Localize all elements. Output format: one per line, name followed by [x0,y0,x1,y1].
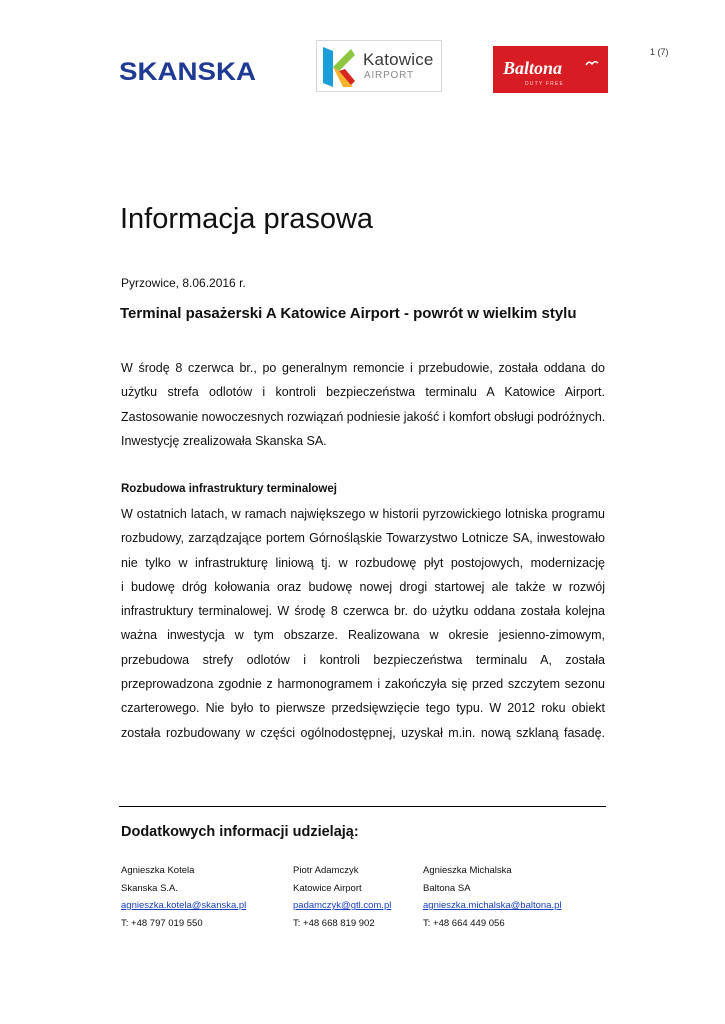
baltona-logo [493,46,608,93]
paragraph-line: i budowę dróg kołowania oraz budowę nowej drogi startowej ale także w rozwój [121,579,605,594]
contact-name: Piotr Adamczyk [293,865,359,876]
contact-baltona [423,862,562,932]
contact-skanska [121,862,246,932]
headline: Terminal pasażerski A Katowice Airport - powrót w wielkim stylu [120,305,577,322]
page-number: 1 (7) [650,47,669,57]
section-subheading: Rozbudowa infrastruktury terminalowej [121,483,337,495]
paragraph-line: Inwestycję zrealizowała Skanska SA. [121,433,327,448]
contact-phone: T: +48 668 819 902 [293,917,375,929]
contacts-title: Dodatkowych informacji udzielają: [121,824,359,840]
katowice-logo-sub: AIRPORT [364,70,414,81]
contact-katowice-airport [293,862,391,932]
paragraph-line: rozbudowy, zarządzające portem Górnośląskie Towarzystwo Lotnicze SA, inwestowało [121,531,605,546]
contact-email-link[interactable]: agnieszka.kotela@skanska.pl [121,900,247,911]
contact-phone: T: +48 797 019 550 [121,917,203,929]
katowice-airport-logo [316,40,442,92]
skanska-logo-text: SKANSKA [119,58,256,85]
contact-company: Baltona SA [423,882,471,894]
contact-email-link[interactable]: padamczyk@gtl.com.pl [293,900,392,911]
paragraph-line: użytku strefa odlotów i kontroli bezpieczeństwa terminalu A Katowice Airport. [121,385,605,400]
paragraph-line: W ostatnich latach, w ramach największego w historii pyrzowickiego lotniska programu [121,507,605,521]
baltona-logo-name: Baltona [503,58,563,78]
contact-phone: T: +48 664 449 056 [423,917,505,929]
contact-company: Katowice Airport [293,882,362,894]
contact-name: Agnieszka Kotela [121,865,195,876]
document-title: Informacja prasowa [120,203,374,235]
paragraph-line: nie tylko w infrastrukturę liniową tj. w rozbudowę płyt postojowych, modernizację [121,555,605,570]
paragraph-line: ważna inwestycja w tym obszarze. Realizowana w okresie jesienno-zimowym, [121,628,605,643]
katowice-logo-name: Katowice [363,50,434,69]
contact-name: Agnieszka Michalska [423,865,512,876]
seagull-icon [585,59,599,69]
paragraph-line: W środę 8 czerwca br., po generalnym remoncie i przebudowie, została oddana do [121,361,605,375]
paragraph-infrastructure [121,502,605,745]
katowice-k-mark-icon [321,45,357,89]
baltona-logo-sub: DUTY FREE [525,81,565,87]
section-divider [119,806,606,807]
paragraph-line: została rozbudowany w części ogólnodostępnej, uzyskał m.in. nową szklaną fasadę. [121,725,605,740]
paragraph-line: infrastruktury terminalowej. W środę 8 czerwca br. do użytku oddana została kolejna [121,604,605,619]
paragraph-line: przeprowadzona zgodnie z harmonogramem i zakończyła się przed szczytem sezonu [121,677,605,692]
place-date: Pyrzowice, 8.06.2016 r. [121,276,246,290]
paragraph-line: przebudowa strefy odlotów i kontroli bezpieczeństwa terminalu A, została [121,652,605,667]
contact-email-link[interactable]: agnieszka.michalska@baltona.pl [423,900,562,911]
skanska-logo [119,57,257,85]
paragraph-line: czarterowego. Nie było to pierwsze przedsięwzięcie tego typu. W 2012 roku obiekt [121,701,605,716]
paragraph-intro [121,356,605,453]
paragraph-line: Zastosowanie nowoczesnych rozwiązań podniesie jakość i komfort obsługi podróżnych. [121,409,605,424]
contact-company: Skanska S.A. [121,882,179,894]
